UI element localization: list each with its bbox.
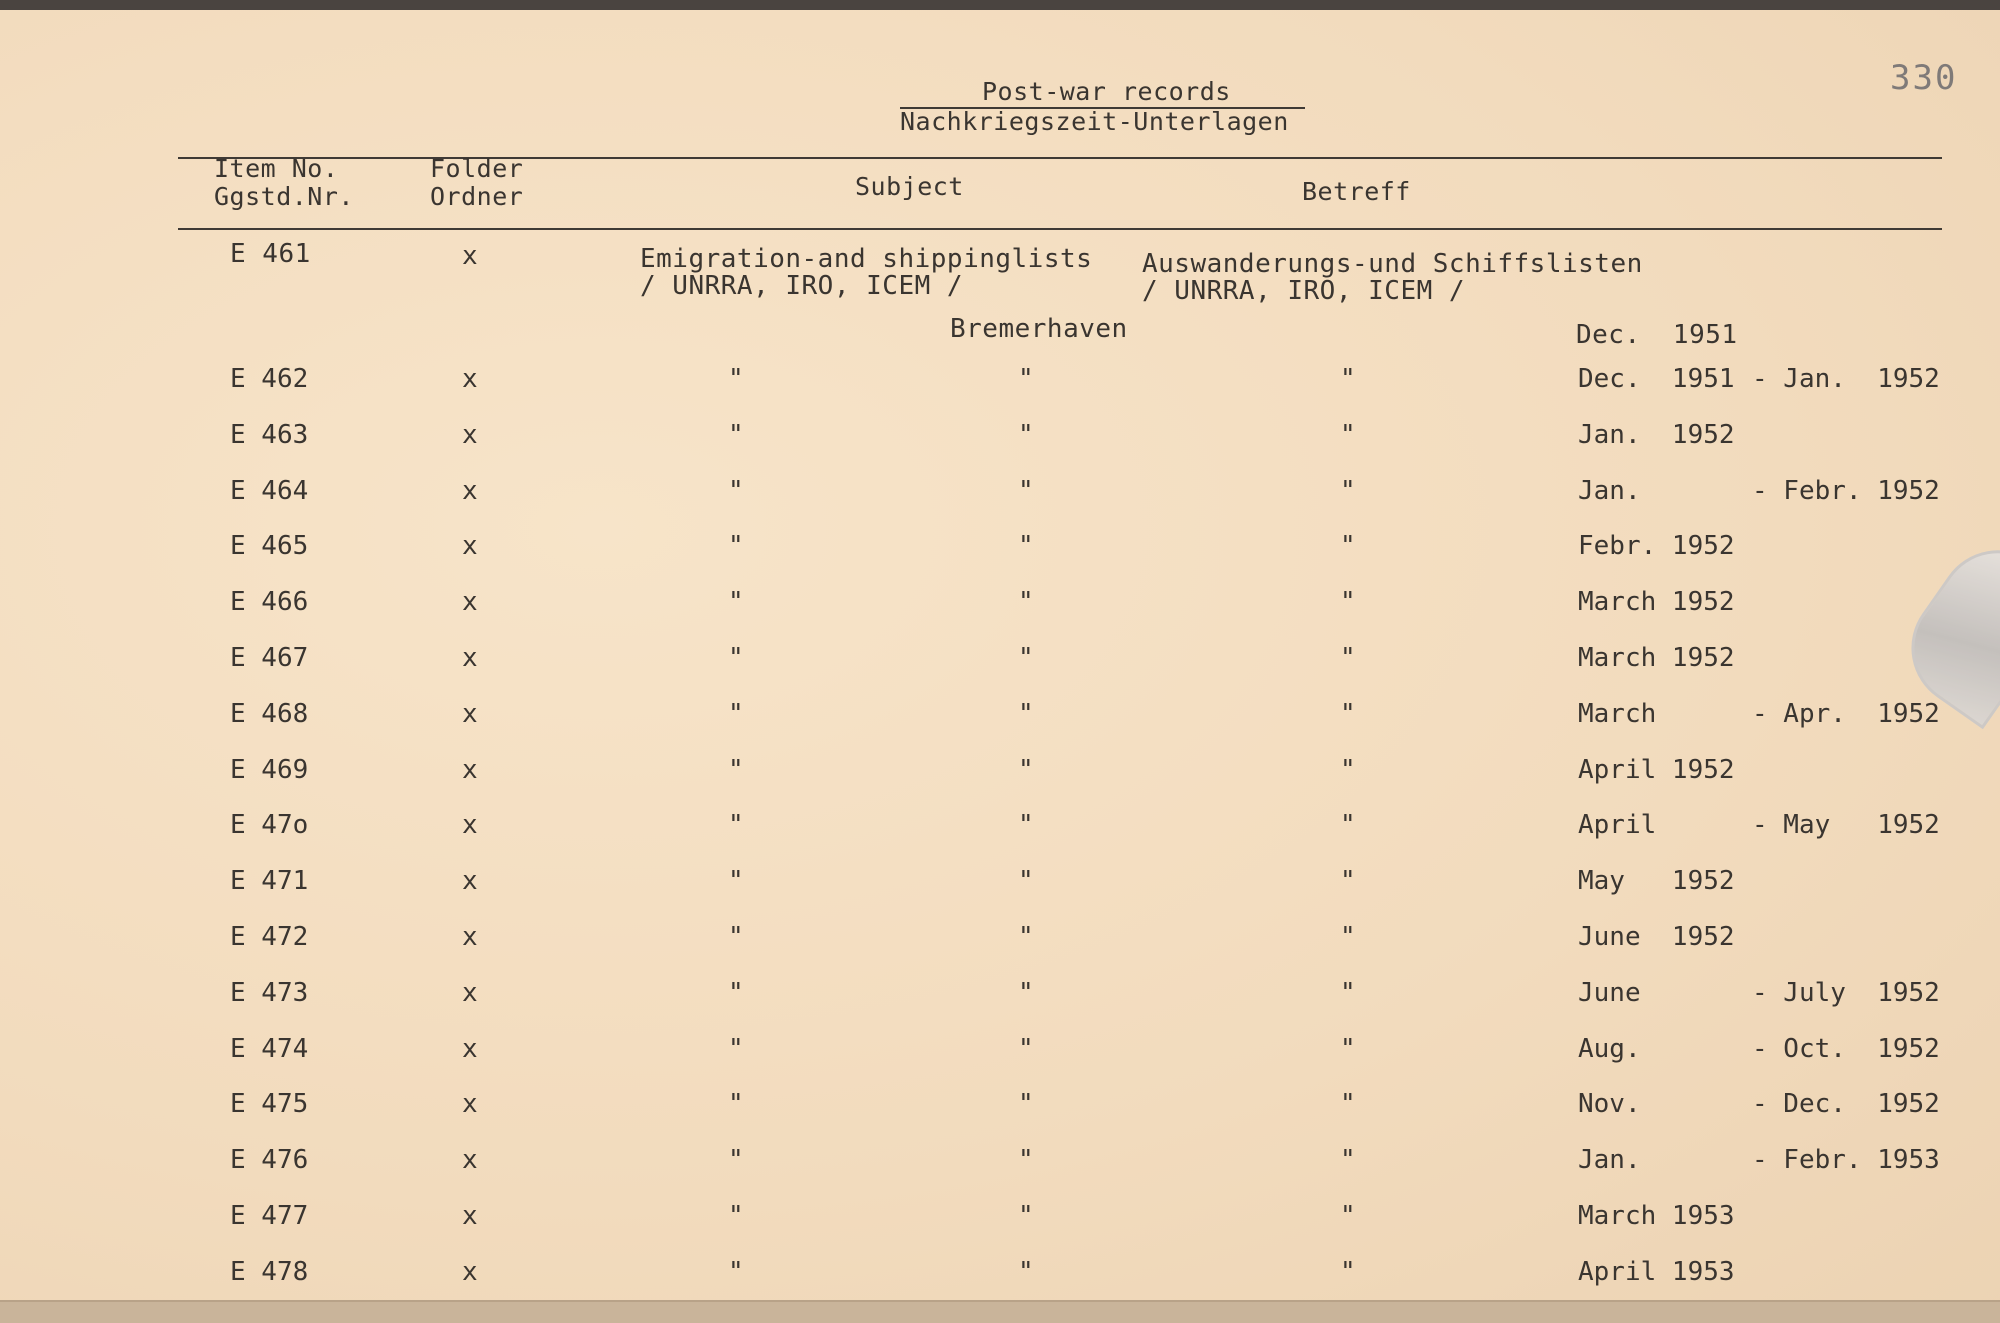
- row-item: E 476: [230, 1145, 309, 1175]
- title-english: Post-war records: [982, 77, 1231, 106]
- row-folder: x: [462, 755, 478, 785]
- row-subject-ditto: ": [728, 1145, 744, 1175]
- row-date-from: June 1952: [1578, 922, 1735, 952]
- row-date-to: - Jan. 1952: [1752, 364, 1940, 394]
- header-subject: Subject: [855, 172, 964, 201]
- row-date-from: May 1952: [1578, 866, 1735, 896]
- header-item-de: Ggstd.Nr.: [214, 182, 354, 211]
- row-date-from: April 1952: [1578, 755, 1735, 785]
- row-subject-ditto: ": [728, 922, 744, 952]
- row-subject-ditto-2: ": [1018, 476, 1034, 506]
- table-row: [0, 1146, 2000, 1176]
- table-row: [0, 811, 2000, 841]
- row-date-to: - July 1952: [1752, 978, 1940, 1008]
- row-subject-ditto: ": [728, 364, 744, 394]
- row-date-from: March 1952: [1578, 643, 1735, 673]
- first-entry-subject-line1: Emigration-and shippinglists: [640, 244, 1093, 274]
- row-subject-ditto-2: ": [1018, 810, 1034, 840]
- row-subject-ditto: ": [728, 699, 744, 729]
- row-betreff-ditto: ": [1340, 476, 1356, 506]
- row-betreff-ditto: ": [1340, 1089, 1356, 1119]
- row-item: E 478: [230, 1257, 309, 1287]
- row-item: E 477: [230, 1201, 309, 1231]
- row-folder: x: [462, 476, 478, 506]
- row-folder: x: [462, 810, 478, 840]
- header-item-en: Item No.: [214, 154, 339, 183]
- page-number: 330: [1890, 58, 1958, 98]
- row-date-to: - Febr. 1953: [1752, 1145, 1940, 1175]
- row-subject-ditto-2: ": [1018, 1034, 1034, 1064]
- row-betreff-ditto: ": [1340, 1034, 1356, 1064]
- row-date-from: June: [1578, 978, 1641, 1008]
- row-item: E 471: [230, 866, 309, 896]
- row-subject-ditto-2: ": [1018, 978, 1034, 1008]
- header-bottom-rule: [178, 228, 1942, 230]
- table-row: [0, 1035, 2000, 1065]
- row-date-from: Jan. 1952: [1578, 420, 1735, 450]
- row-date-from: March 1953: [1578, 1201, 1735, 1231]
- row-item: E 462: [230, 364, 309, 394]
- table-row: [0, 588, 2000, 618]
- row-date-from: Jan.: [1578, 1145, 1641, 1175]
- row-betreff-ditto: ": [1340, 1145, 1356, 1175]
- page-bottom-edge: [0, 1300, 2000, 1323]
- table-row: [0, 756, 2000, 786]
- row-folder: x: [462, 922, 478, 952]
- row-item: E 468: [230, 699, 309, 729]
- row-date-to: - Apr. 1952: [1752, 699, 1940, 729]
- row-item: E 467: [230, 643, 309, 673]
- row-subject-ditto: ": [728, 531, 744, 561]
- table-row: [0, 700, 2000, 730]
- row-betreff-ditto: ": [1340, 978, 1356, 1008]
- row-subject-ditto-2: ": [1018, 531, 1034, 561]
- row-subject-ditto: ": [728, 1089, 744, 1119]
- first-entry-subject-line2: / UNRRA, IRO, ICEM /: [640, 271, 964, 301]
- row-subject-ditto: ": [728, 978, 744, 1008]
- table-row: [0, 1090, 2000, 1120]
- row-folder: x: [462, 364, 478, 394]
- row-subject-ditto-2: ": [1018, 699, 1034, 729]
- first-entry-betreff-line2: / UNRRA, IRO, ICEM /: [1142, 276, 1466, 306]
- first-entry-place: Bremerhaven: [950, 314, 1128, 344]
- row-date-from: Nov.: [1578, 1089, 1641, 1119]
- row-date-from: Febr. 1952: [1578, 531, 1735, 561]
- row-item: E 474: [230, 1034, 309, 1064]
- row-subject-ditto-2: ": [1018, 364, 1034, 394]
- row-subject-ditto: ": [728, 866, 744, 896]
- row-subject-ditto-2: ": [1018, 1257, 1034, 1287]
- row-date-from: Aug.: [1578, 1034, 1641, 1064]
- row-date-to: - May 1952: [1752, 810, 1940, 840]
- table-row: [0, 644, 2000, 674]
- row-folder: x: [462, 643, 478, 673]
- row-date-to: - Dec. 1952: [1752, 1089, 1940, 1119]
- row-folder: x: [462, 699, 478, 729]
- row-folder: x: [462, 1257, 478, 1287]
- row-betreff-ditto: ": [1340, 420, 1356, 450]
- row-subject-ditto: ": [728, 755, 744, 785]
- row-date-from: March: [1578, 699, 1657, 729]
- table-row: [0, 867, 2000, 897]
- row-betreff-ditto: ": [1340, 755, 1356, 785]
- row-item: E 473: [230, 978, 309, 1008]
- row-subject-ditto-2: ": [1018, 587, 1034, 617]
- row-date-from: April: [1578, 810, 1657, 840]
- first-entry-date-from: Dec. 1951: [1576, 320, 1738, 350]
- row-date-from: March 1952: [1578, 587, 1735, 617]
- row-folder: x: [462, 1034, 478, 1064]
- row-date-from: Dec. 1951: [1578, 364, 1735, 394]
- header-betreff: Betreff: [1302, 177, 1411, 206]
- row-item: E 475: [230, 1089, 309, 1119]
- row-item: E 465: [230, 531, 309, 561]
- row-subject-ditto-2: ": [1018, 1089, 1034, 1119]
- row-subject-ditto: ": [728, 1201, 744, 1231]
- row-betreff-ditto: ": [1340, 364, 1356, 394]
- row-date-from: Jan.: [1578, 476, 1641, 506]
- row-subject-ditto: ": [728, 1034, 744, 1064]
- row-betreff-ditto: ": [1340, 810, 1356, 840]
- table-row: [0, 365, 2000, 395]
- row-subject-ditto: ": [728, 643, 744, 673]
- row-betreff-ditto: ": [1340, 922, 1356, 952]
- row-item: E 464: [230, 476, 309, 506]
- first-entry-betreff-line1: Auswanderungs-und Schiffslisten: [1142, 249, 1643, 279]
- first-entry-item: E 461: [230, 239, 311, 269]
- first-entry-folder: x: [462, 241, 479, 271]
- row-date-to: - Febr. 1952: [1752, 476, 1940, 506]
- table-row: [0, 421, 2000, 451]
- row-date-to: - Oct. 1952: [1752, 1034, 1940, 1064]
- row-folder: x: [462, 587, 478, 617]
- row-subject-ditto-2: ": [1018, 420, 1034, 450]
- row-item: E 463: [230, 420, 309, 450]
- row-subject-ditto: ": [728, 476, 744, 506]
- row-subject-ditto-2: ": [1018, 922, 1034, 952]
- row-date-from: April 1953: [1578, 1257, 1735, 1287]
- row-folder: x: [462, 866, 478, 896]
- row-subject-ditto-2: ": [1018, 1145, 1034, 1175]
- table-row: [0, 532, 2000, 562]
- row-subject-ditto-2: ": [1018, 755, 1034, 785]
- header-folder-de: Ordner: [430, 182, 524, 211]
- row-subject-ditto-2: ": [1018, 643, 1034, 673]
- row-subject-ditto: ": [728, 1257, 744, 1287]
- table-row: [0, 923, 2000, 953]
- row-subject-ditto-2: ": [1018, 1201, 1034, 1231]
- row-item: E 466: [230, 587, 309, 617]
- row-betreff-ditto: ": [1340, 531, 1356, 561]
- row-subject-ditto: ": [728, 587, 744, 617]
- table-row: [0, 477, 2000, 507]
- row-item: E 469: [230, 755, 309, 785]
- row-betreff-ditto: ": [1340, 643, 1356, 673]
- header-folder-en: Folder: [430, 154, 524, 183]
- row-item: E 472: [230, 922, 309, 952]
- row-folder: x: [462, 1201, 478, 1231]
- row-subject-ditto-2: ": [1018, 866, 1034, 896]
- row-folder: x: [462, 1089, 478, 1119]
- row-betreff-ditto: ": [1340, 1201, 1356, 1231]
- row-betreff-ditto: ": [1340, 587, 1356, 617]
- row-folder: x: [462, 978, 478, 1008]
- row-betreff-ditto: ": [1340, 866, 1356, 896]
- row-folder: x: [462, 531, 478, 561]
- title-german: Nachkriegszeit-Unterlagen: [900, 107, 1289, 136]
- row-subject-ditto: ": [728, 420, 744, 450]
- table-row: [0, 979, 2000, 1009]
- row-betreff-ditto: ": [1340, 699, 1356, 729]
- page-top-edge: [0, 0, 2000, 10]
- row-subject-ditto: ": [728, 810, 744, 840]
- table-row: [0, 1202, 2000, 1232]
- row-item: E 47o: [230, 810, 309, 840]
- table-row: [0, 1258, 2000, 1288]
- row-betreff-ditto: ": [1340, 1257, 1356, 1287]
- row-folder: x: [462, 420, 478, 450]
- row-folder: x: [462, 1145, 478, 1175]
